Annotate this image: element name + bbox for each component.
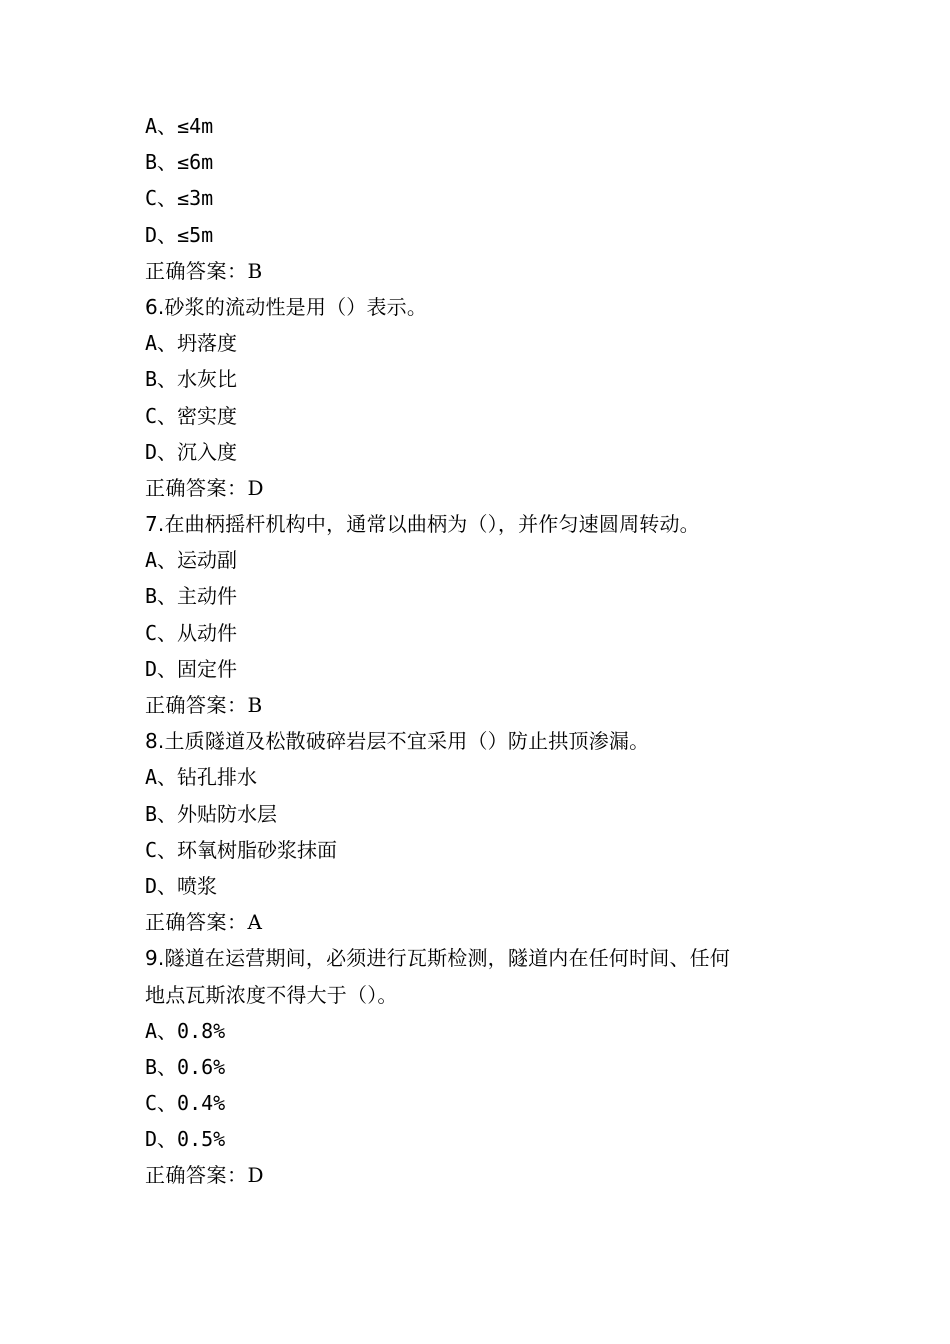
question-text-line-2: 地点瓦斯浓度不得大于（）。	[145, 982, 398, 1007]
option-a: A、≤4m	[145, 114, 214, 138]
correct-answer: 正确答案：D	[145, 475, 265, 500]
option-d: D、≤5m	[145, 222, 214, 247]
option-b: B、≤6m	[145, 150, 214, 175]
option-c: C、0.4%	[145, 1091, 226, 1116]
question-text: 7.在曲柄摇杆机构中，通常以曲柄为（），并作匀速圆周转动。	[145, 512, 700, 537]
question-text-line-1: 9.隧道在运营期间，必须进行瓦斯检测，隧道内在任何时间、任何	[145, 946, 731, 971]
option-a: A、钻孔排水	[145, 765, 258, 790]
option-a: A、运动副	[145, 548, 238, 573]
option-d: D、固定件	[145, 656, 238, 681]
option-b: B、0.6%	[145, 1054, 226, 1079]
option-c: C、环氧树脂砂浆抹面	[145, 837, 338, 862]
option-b: B、主动件	[145, 584, 238, 609]
question-text: 8.土质隧道及松散破碎岩层不宜采用（）防止拱顶渗漏。	[145, 729, 650, 754]
option-a: A、坍落度	[145, 331, 238, 356]
option-d: D、0.5%	[145, 1127, 226, 1152]
document-content	[145, 108, 825, 1194]
correct-answer: 正确答案：B	[145, 693, 263, 717]
option-a: A、0.8%	[145, 1018, 226, 1043]
question-text: 6.砂浆的流动性是用（）表示。	[145, 294, 428, 319]
option-b: B、外贴防水层	[145, 801, 278, 826]
option-b: B、水灰比	[145, 367, 238, 392]
option-c: C、密实度	[145, 403, 238, 428]
correct-answer: 正确答案：D	[145, 1163, 265, 1188]
option-d: D、喷浆	[145, 873, 218, 898]
option-c: C、从动件	[145, 620, 238, 645]
option-c: C、≤3m	[145, 186, 214, 211]
correct-answer: 正确答案：A	[145, 910, 263, 935]
correct-answer: 正确答案：B	[145, 258, 263, 283]
option-d: D、沉入度	[145, 439, 238, 464]
